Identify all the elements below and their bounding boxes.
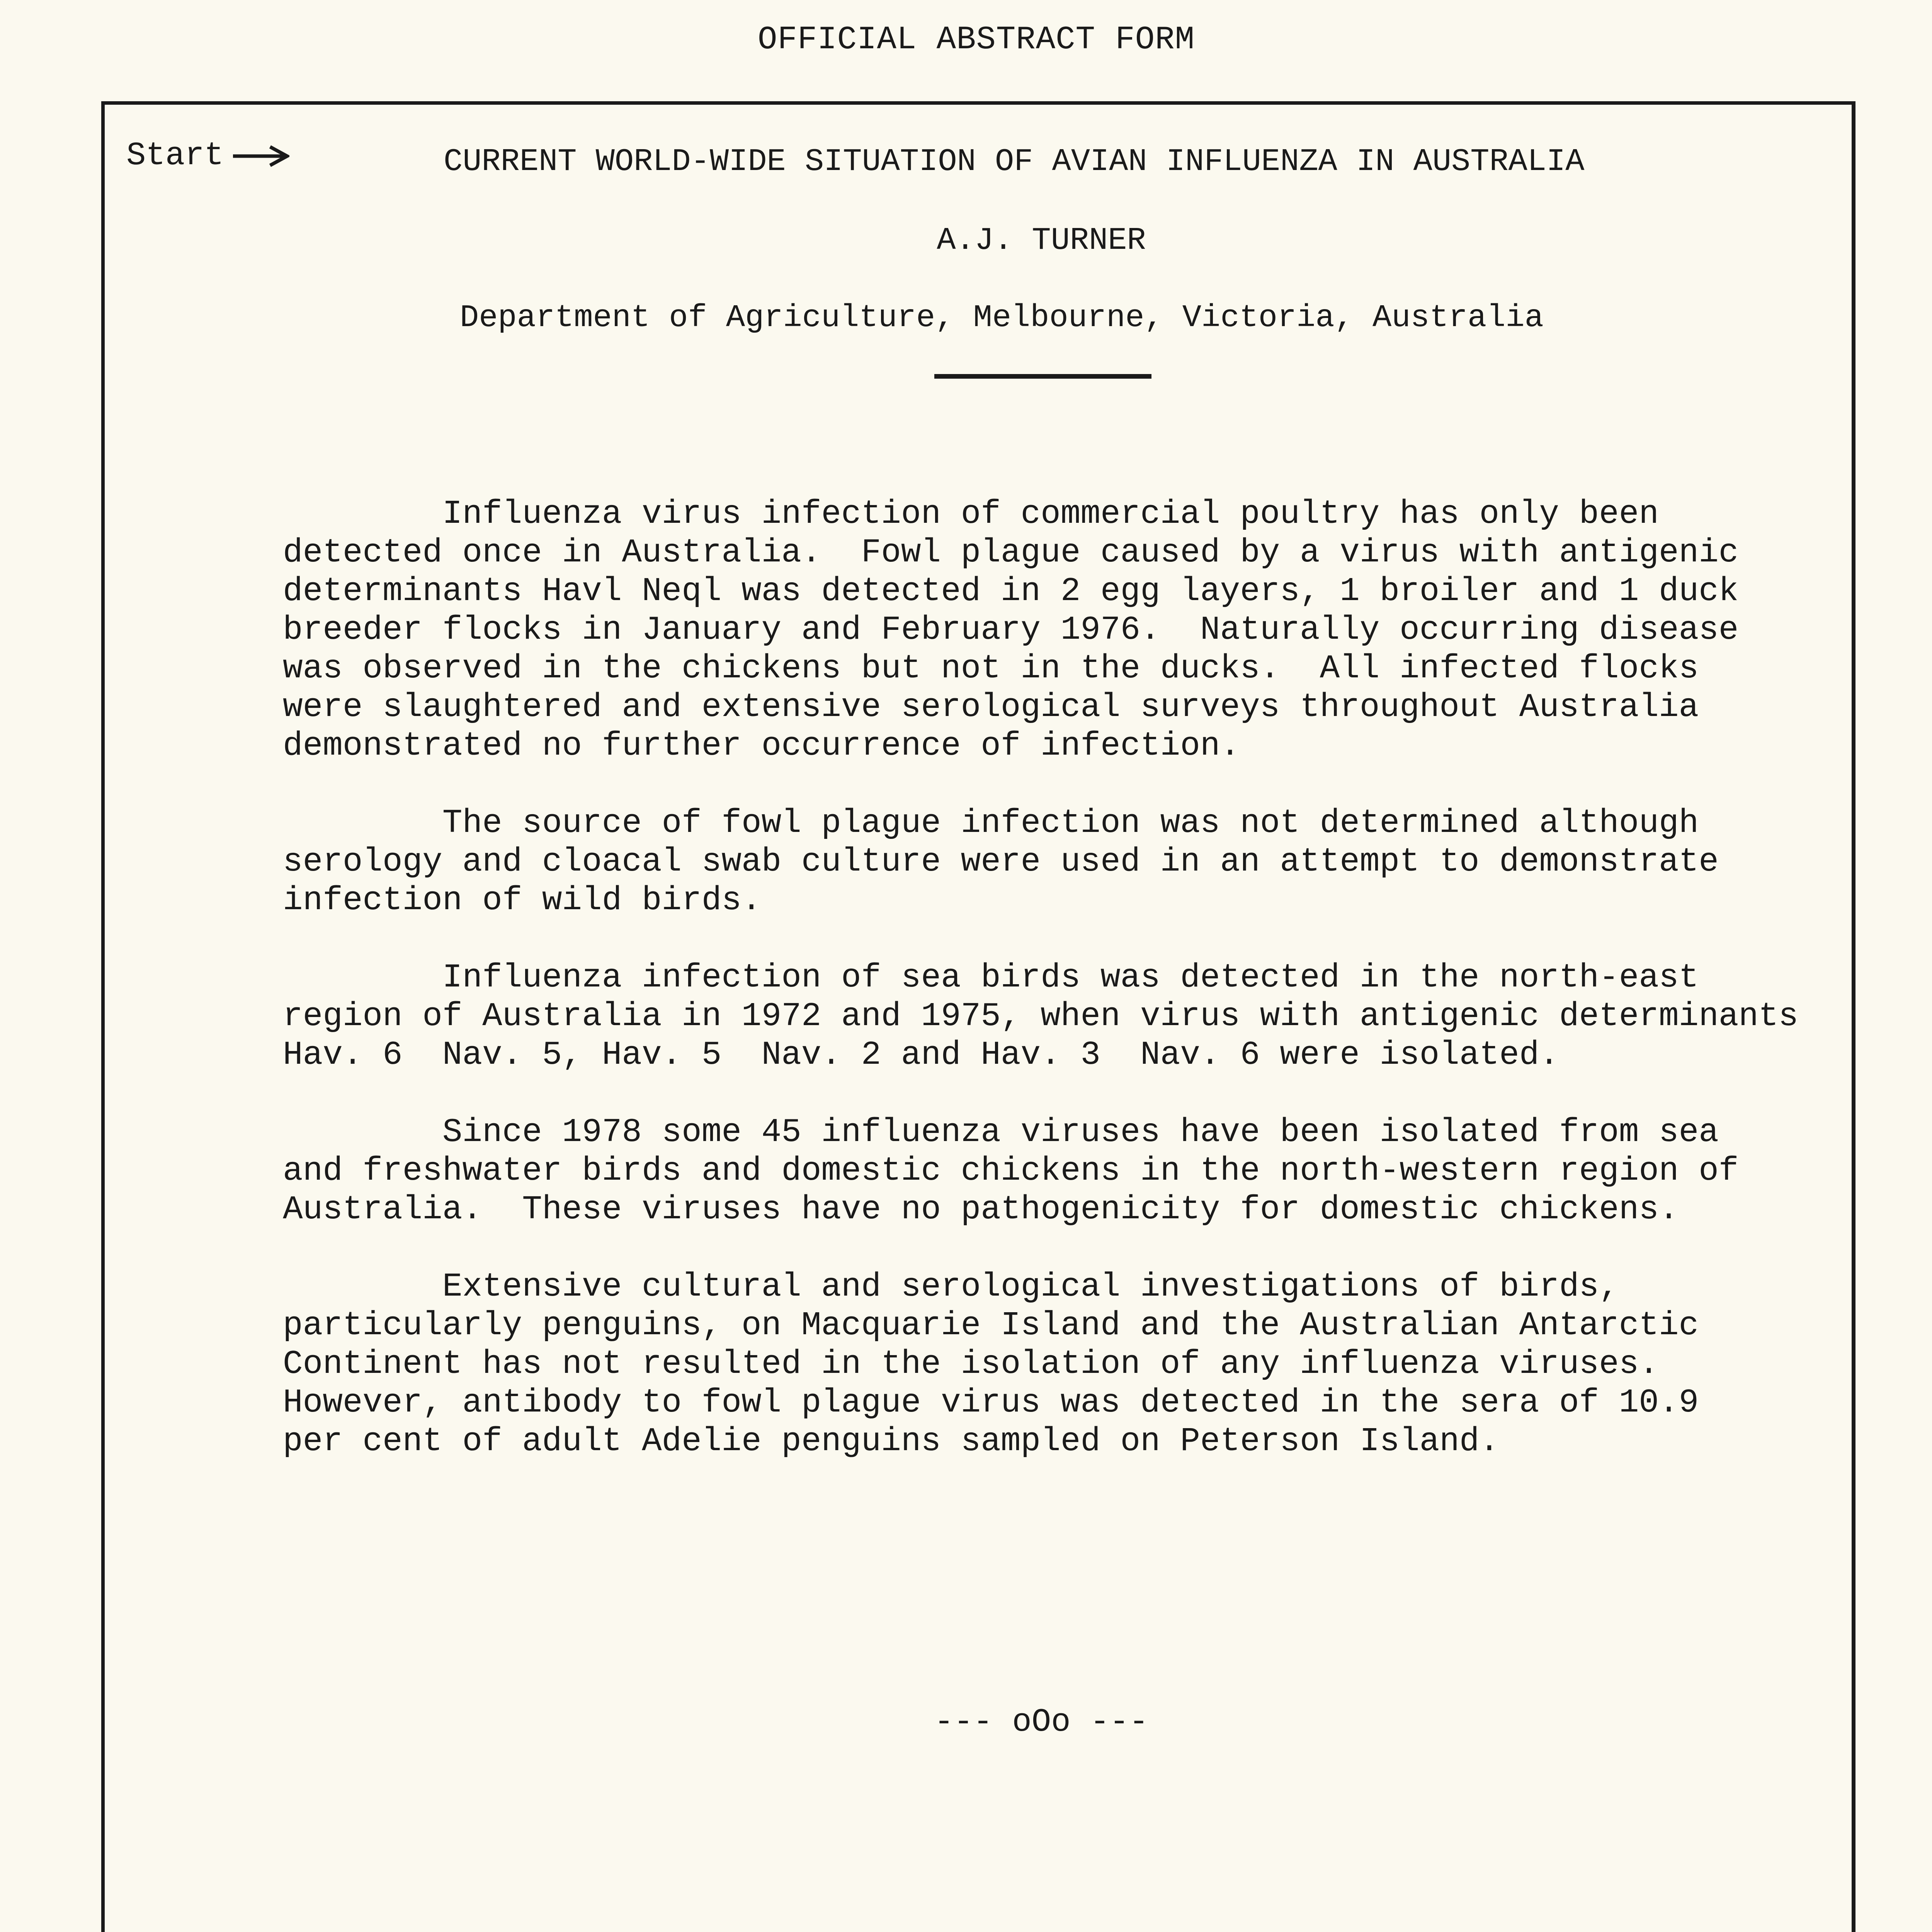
abstract-paragraph: Influenza infection of sea birds was detected in the north-east region of Australia in 1972 and 1975, when virus with antigenic determinants Hav. 6 Nav. 5, Hav. 5 Nav. 2 and Hav. 3 Nav. 6 were isolated. (283, 959, 1799, 1074)
right-arrow-icon (231, 145, 289, 168)
start-marker (126, 138, 289, 174)
title-divider (934, 374, 1151, 379)
abstract-paragraph: Influenza virus infection of commercial poultry has only been detected once in Australia. Fowl plague caused by a virus with antigenic determinants Havl Neql was detected in 2 egg layers, 1 broiler and 1 duck breeder flocks in January and February 1976. Naturally occurring disease was observed in the chickens but not in the ducks. All infected flocks were slaughtered and extensive serological surveys throughout Australia demonstrated no further occurrence of infection. (283, 495, 1739, 765)
abstract-paragraph: Since 1978 some 45 influenza viruses have been isolated from sea and freshwater birds and domestic chickens in the north-western region of Australia. These viruses have no pathogenicity for domestic chickens. (283, 1113, 1739, 1228)
start-label: Start (126, 138, 224, 174)
abstract-paragraph: Extensive cultural and serological investigations of birds, particularly penguins, on Macquarie Island and the Australian Antarctic Continent has not resulted in the isolation of any influenza viruses. However, antibody to fowl plague virus was detected in the sera of 10.9 per cent of adult Adelie penguins sampled on Peterson Island. (283, 1268, 1699, 1460)
abstract-body (283, 495, 1828, 1499)
end-of-abstract-mark: --- oOo --- (934, 1704, 1149, 1741)
abstract-title: CURRENT WORLD-WIDE SITUATION OF AVIAN INFLUENZA IN AUSTRALIA (444, 144, 1585, 180)
abstract-paragraph: The source of fowl plague infection was not determined although serology and cloacal swab culture were used in an attempt to demonstrate infection of wild birds. (283, 804, 1719, 919)
author-affiliation: Department of Agriculture, Melbourne, Victoria, Australia (460, 300, 1544, 336)
author-name: A.J. TURNER (937, 223, 1146, 259)
form-header-title: OFFICIAL ABSTRACT FORM (758, 22, 1195, 58)
